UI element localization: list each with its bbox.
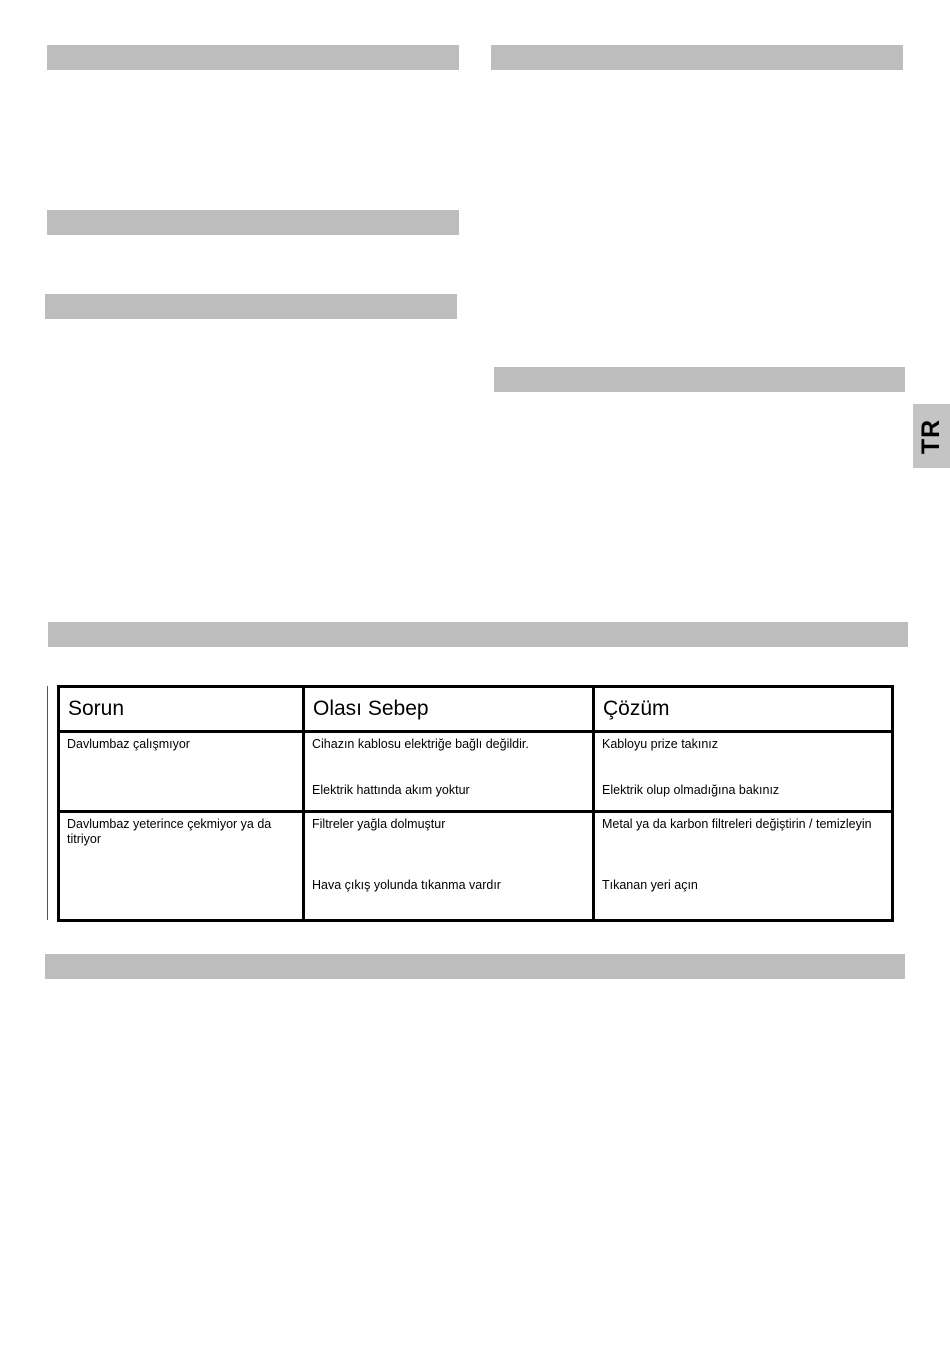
solution-text: Elektrik olup olmadığına bakınız (602, 783, 780, 797)
cause-text: Hava çıkış yolunda tıkanma vardır (312, 878, 501, 892)
table-row (59, 732, 893, 812)
cause-cell (304, 812, 594, 921)
section-bar-right-1 (491, 45, 903, 70)
section-bar-left-3 (45, 294, 457, 319)
solution-cell (594, 812, 893, 921)
solution-text: Metal ya da karbon filtreleri değiştirin / temizleyin (602, 817, 872, 831)
header-problem: Sorun (59, 687, 304, 732)
cause-text: Filtreler yağla dolmuştur (312, 817, 446, 831)
cause-text: Cihazın kablosu elektriğe bağlı değildir. (312, 737, 529, 751)
section-bar-troubleshooting (48, 622, 908, 647)
table-row (59, 812, 893, 921)
table-header-row (59, 687, 893, 732)
cause-cell (304, 732, 594, 812)
language-tab-label: TR (916, 418, 945, 454)
problem-text: Davlumbaz çalışmıyor (67, 737, 190, 751)
problem-text: Davlumbaz yeterince çekmiyor ya da titriyor (67, 817, 272, 846)
section-bar-left-2 (47, 210, 459, 235)
solution-cell (594, 732, 893, 812)
troubleshooting-table (57, 685, 894, 922)
solution-text: Tıkanan yeri açın (602, 878, 698, 892)
problem-cell (59, 732, 304, 812)
section-bar-right-2 (494, 367, 905, 392)
section-bar-bottom (45, 954, 905, 979)
header-solution: Çözüm (594, 687, 893, 732)
language-tab (913, 404, 950, 468)
solution-text: Kabloyu prize takınız (602, 737, 719, 751)
section-bar-left-1 (47, 45, 459, 70)
header-cause: Olası Sebep (304, 687, 594, 732)
cause-text: Elektrik hattında akım yoktur (312, 783, 470, 797)
margin-line (47, 686, 48, 920)
problem-cell (59, 812, 304, 921)
